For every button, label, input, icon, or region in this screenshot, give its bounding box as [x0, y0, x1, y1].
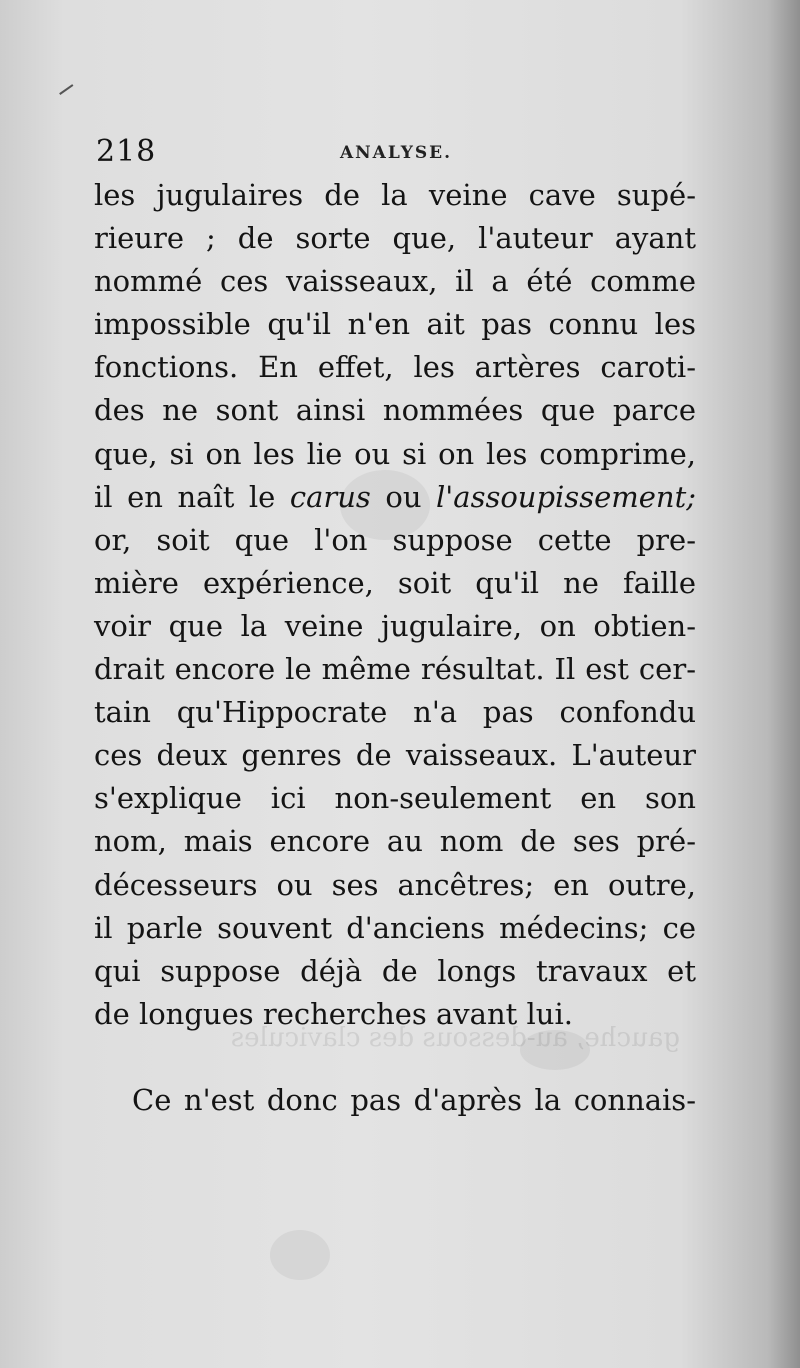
text-segment: ou [385, 479, 422, 514]
text-line: nom, mais encore au nom de ses pré- [94, 824, 696, 859]
paragraph-gap [94, 1036, 696, 1079]
text-line: qui suppose déjà de longs travaux et [94, 953, 696, 988]
paragraph-last-line: de longues recherches avant lui. [94, 996, 573, 1031]
text-line: impossible qu'il n'en ait pas connu les [94, 307, 696, 342]
text-line: voir que la veine jugulaire, on obtien- [94, 608, 696, 643]
text-line: drait encore le même résultat. Il est cer- [94, 652, 696, 687]
text-line-with-italics [94, 476, 696, 519]
page-header [96, 134, 696, 174]
text-line: tain qu'Hippocrate n'a pas confondu [94, 695, 696, 730]
text-line: nommé ces vaisseaux, il a été comme [94, 264, 696, 299]
page-number: 218 [96, 134, 157, 169]
text-line: s'explique ici non-seulement en son [94, 781, 696, 816]
text-line: les jugulaires de la veine cave supé- [94, 178, 696, 212]
text-line: il parle souvent d'anciens médecins; ce [94, 910, 696, 945]
bleed-through-text: gauche, au-dessous des clavicules [230, 1023, 680, 1053]
body-text [94, 174, 696, 1122]
text-line: fonctions. En effet, les artères caroti- [94, 350, 696, 385]
text-line: ces deux genres de vaisseaux. L'auteur [94, 738, 696, 773]
text-line: mière expérience, soit qu'il ne faille [94, 565, 696, 600]
paper-stain [270, 1230, 330, 1280]
text-line: que, si on les lie ou si on les comprime, [94, 436, 696, 471]
text-line: des ne sont ainsi nommées que parce [94, 393, 696, 428]
text-line: décesseurs ou ses ancêtres; en outre, [94, 867, 696, 902]
pencil-mark [59, 84, 77, 100]
running-head: ANALYSE. [339, 143, 453, 163]
next-paragraph-line: Ce n'est donc pas d'après la connais- [132, 1082, 696, 1117]
italic-term-assoupissement: l'assoupissement; [436, 479, 696, 514]
italic-term-carus: carus [289, 479, 371, 514]
text-line: or, soit que l'on suppose cette pre- [94, 522, 696, 557]
text-segment: il en naît le [94, 479, 276, 514]
text-line: rieure ; de sorte que, l'auteur ayant [94, 221, 696, 256]
